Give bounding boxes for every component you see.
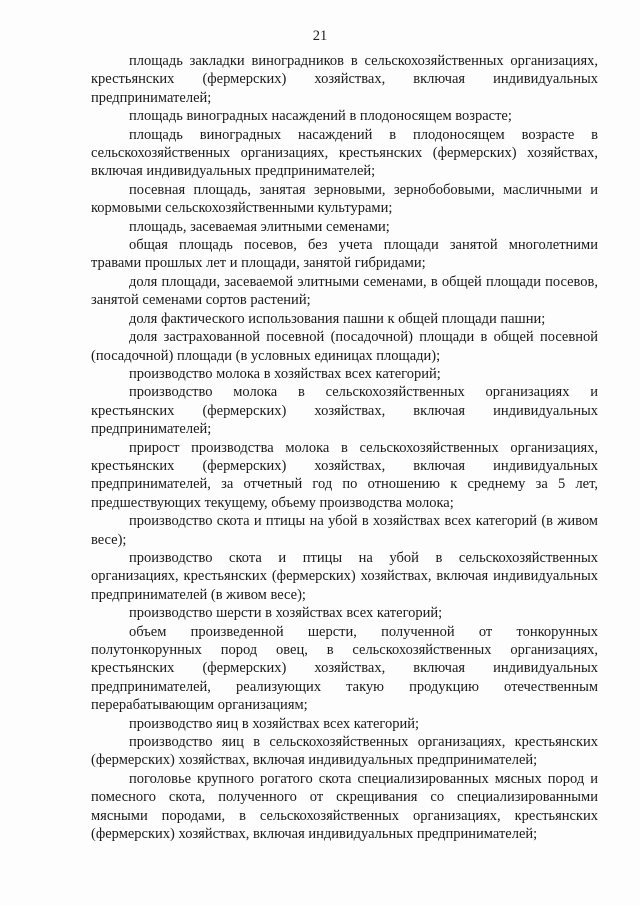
page-number: 21 bbox=[312, 28, 328, 44]
paragraph: производство скота и птицы на убой в хозяйствах всех категорий (в живом весе); bbox=[91, 513, 598, 548]
paragraph: производство молока в сельскохозяйственных организациях и крестьянских (фермерских) хозяйствах, включая индивидуальных предпринимателей; bbox=[91, 384, 598, 438]
paragraph: поголовье крупного рогатого скота специализированных мясных пород и помесного скота, полученного от скрещивания со специализированными мясными породами, в сельскохозяйственных организациях, крестьянских (фермерских) хозяйствах, включая индивидуальных предпринимателей; bbox=[91, 770, 598, 843]
paragraph: доля площади, засеваемой элитными семенами, в общей площади посевов, занятой семенами сортов растений; bbox=[91, 273, 598, 309]
paragraph: производство молока в хозяйствах всех категорий; bbox=[129, 365, 441, 382]
paragraph: площадь закладки виноградников в сельскохозяйственных организациях, крестьянских (фермерских) хозяйствах, включая индивидуальных предпринимателей; bbox=[91, 53, 598, 106]
document-body bbox=[91, 52, 598, 843]
paragraph: производство шерсти в хозяйствах всех категорий; bbox=[129, 605, 443, 622]
paragraph: общая площадь посевов, без учета площади занятой многолетними травами прошлых лет и площади, занятой гибридами; bbox=[91, 237, 598, 272]
paragraph: прирост производства молока в сельскохозяйственных организациях, крестьянских (фермерских) хозяйствах, включая индивидуальных предпринимателей, за отчетный год по отношению к среднему за 5 лет, предшествующих текущему, объему производства молока; bbox=[91, 439, 598, 511]
paragraph: площадь, засеваемая элитными семенами; bbox=[129, 218, 390, 235]
paragraph: производство яиц в хозяйствах всех категорий; bbox=[129, 715, 420, 732]
paragraph: доля фактического использования пашни к общей площади пашни; bbox=[129, 310, 546, 327]
paragraph: производство скота и птицы на убой в сельскохозяйственных организациях, крестьянских (фермерских) хозяйствах, включая индивидуальных предпринимателей (в живом весе); bbox=[91, 549, 598, 603]
paragraph: доля застрахованной посевной (посадочной) площади в общей посевной (посадочной) площади (в условных единицах площади); bbox=[91, 329, 598, 364]
paragraph: посевная площадь, занятая зерновыми, зернобобовыми, масличными и кормовыми сельскохозяйственными культурами; bbox=[91, 181, 598, 217]
paragraph: площадь виноградных насаждений в плодоносящем возрасте; bbox=[129, 108, 512, 125]
paragraph: объем произведенной шерсти, полученной от тонкорунных полутонкорунных пород овец, в сельскохозяйственных организациях, крестьянских (фермерских) хозяйствах, включая индивидуальных предпринимателей, реализующих такую продукцию отечественным перерабатывающим организациям; bbox=[91, 623, 598, 714]
paragraph: площадь виноградных насаждений в плодоносящем возрасте в сельскохозяйственных организациях, крестьянских (фермерских) хозяйствах, включая индивидуальных предпринимателей; bbox=[91, 126, 598, 180]
paragraph: производство яиц в сельскохозяйственных организациях, крестьянских (фермерских) хозяйствах, включая индивидуальных предпринимателей; bbox=[91, 734, 598, 769]
